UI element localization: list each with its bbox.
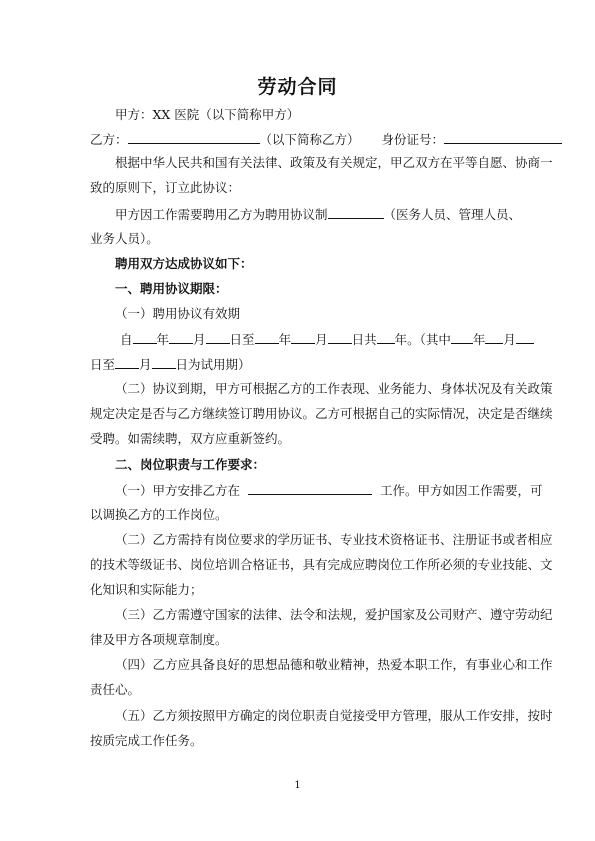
date-blank — [152, 356, 176, 369]
hire-line-2: 业务人员）。 — [90, 231, 159, 246]
date-blank — [291, 331, 315, 344]
date-text: 日至 — [90, 357, 116, 372]
page-number: 1 — [294, 780, 301, 791]
date-text: 月 — [503, 332, 516, 347]
date-blank — [206, 331, 230, 344]
page-title: 劳动合同 — [257, 76, 338, 98]
intro-line-1: 根据中华人民共和国有关法律、政策及有关规定，甲乙双方在平等自愿、协商一 — [115, 155, 553, 170]
date-text: 日共 — [351, 332, 377, 347]
section-2-item-1-line-2: 以调换乙方的工作岗位。 — [90, 507, 228, 522]
hire-line-1 — [115, 206, 530, 223]
position-blank — [248, 482, 372, 495]
date-blank — [328, 331, 352, 344]
party-a-line: 甲方：XX 医院（以下简称甲方） — [115, 107, 300, 122]
date-blank — [516, 331, 534, 344]
date-blank — [169, 331, 193, 344]
section-2-item-5-line-1: （五）乙方须按照甲方确定的岗位职责自觉接受甲方管理，服从工作安排，按时 — [115, 708, 553, 723]
date-text: 日至 — [229, 332, 255, 347]
section-2-item-5-line-2: 按质完成工作任务。 — [90, 733, 203, 748]
party-b-suffix: （以下简称乙方） — [259, 132, 360, 147]
date-text: 月 — [315, 332, 328, 347]
date-text: 年 — [156, 332, 170, 347]
term-dates-line-1 — [120, 331, 560, 348]
agreement-heading: 聘用双方达成协议如下： — [115, 256, 253, 271]
date-blank — [115, 356, 139, 369]
section-1-item-2-line-2: 规定决定是否与乙方继续签订聘用协议。乙方可根据自己的实际情况，决定是否继续 — [90, 406, 553, 421]
hire-text-a: 甲方因工作需要聘用乙方为聘用协议制 — [115, 207, 328, 222]
date-blank — [255, 331, 279, 344]
date-text: 日为试用期） — [175, 357, 251, 372]
date-text: 年。（其中 — [394, 332, 451, 347]
date-blank — [451, 331, 473, 344]
section-2-item-3-line-2: 律及甲方各项规章制度。 — [90, 632, 228, 647]
position-text-a: （一）甲方安排乙方在 — [115, 483, 241, 498]
section-2-item-2-line-3: 化知识和实际能力； — [90, 582, 203, 597]
date-text: 年 — [278, 332, 292, 347]
section-2-heading: 二、岗位职责与工作要求： — [115, 457, 266, 472]
id-label: 身份证号： — [381, 132, 445, 147]
party-b-label: 乙方： — [90, 132, 128, 147]
section-2-item-4-line-1: （四）乙方应具备良好的思想品德和敬业精神，热爱本职工作，有事业心和工作 — [115, 657, 553, 672]
date-text: 月 — [139, 357, 152, 372]
date-blank — [485, 331, 503, 344]
term-dates-line-2 — [90, 356, 530, 373]
section-1-item-2-line-3: 受聘。如需续聘，双方应重新签约。 — [90, 431, 291, 446]
party-b-name-blank — [128, 131, 260, 144]
party-b-line — [90, 131, 530, 148]
section-2-item-2-line-1: （二）乙方需持有岗位要求的学历证书、专业技术资格证书、注册证书或者相应 — [115, 532, 553, 547]
date-text: 月 — [193, 332, 206, 347]
intro-line-2: 致的原则下，订立此协议： — [90, 180, 241, 195]
position-text-b: 工作。甲方如因工作需要，可 — [380, 483, 543, 498]
section-2-item-4-line-2: 责任心。 — [90, 682, 141, 697]
date-text: 年 — [472, 332, 486, 347]
date-blank — [133, 331, 157, 344]
id-number-blank — [444, 131, 562, 144]
section-1-heading: 一、聘用协议期限： — [115, 281, 228, 296]
section-2-item-1-line-1 — [115, 482, 543, 499]
date-blank — [377, 331, 395, 344]
section-2-item-2-line-2: 的技术等级证书、岗位培训合格证书，具有完成应聘岗位工作所必须的专业技能、文 — [90, 557, 553, 572]
hire-text-b: （医务人员、管理人员、 — [383, 207, 522, 222]
section-1-item-1: （一）聘用协议有效期 — [115, 306, 241, 321]
contract-type-blank — [328, 206, 384, 219]
date-text: 自 — [120, 332, 133, 347]
section-1-item-2-line-1: （二）协议到期，甲方可根据乙方的工作表现、业务能力、身体状况及有关政策 — [115, 381, 553, 396]
section-2-item-3-line-1: （三）乙方需遵守国家的法律、法令和法规，爱护国家及公司财产、遵守劳动纪 — [115, 607, 553, 622]
